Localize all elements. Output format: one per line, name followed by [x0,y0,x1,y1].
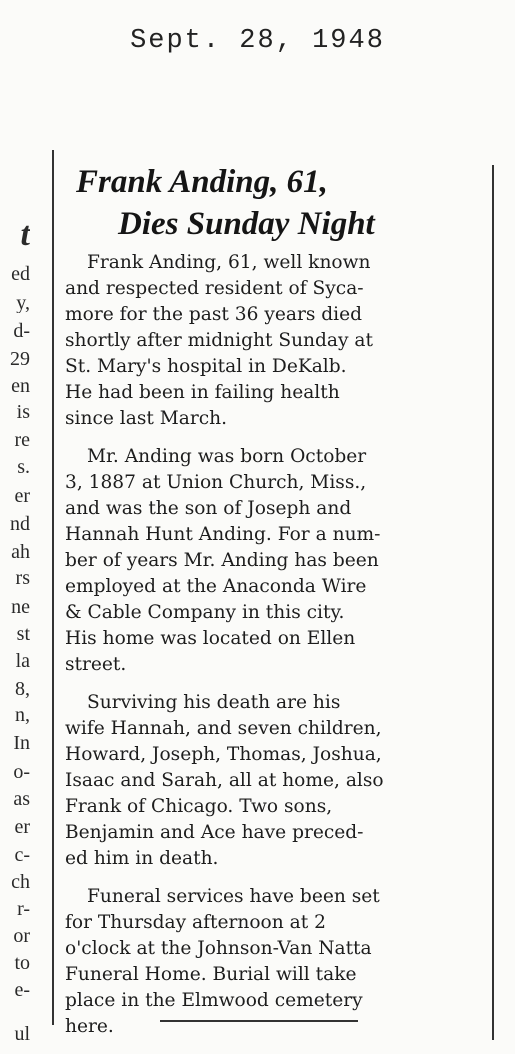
article-body [65,250,473,1052]
article-line: & Cable Company in this city. [65,602,345,623]
adjacent-column-fragment-text: d- [13,321,30,341]
adjacent-column-fragment-text: en [11,376,30,396]
adjacent-column-fragment-text: ne [11,597,30,617]
article-line: here. [65,1016,114,1037]
article-line: more for the past 36 years died [65,304,363,325]
article-paragraph [65,690,473,872]
article-line: ber of years Mr. Anding has been [65,550,379,571]
adjacent-column-fragment-text: s. [17,457,30,477]
article-line: Surviving his death are his [87,692,341,713]
article-line: and was the son of Joseph and [65,498,352,519]
left-column-rule [52,150,54,1025]
adjacent-column-fragment-text: 8, [15,679,30,699]
article-line: Hannah Hunt Anding. For a num- [65,524,381,545]
adjacent-column-fragment-text: ul [14,1024,30,1044]
article-paragraph [65,884,473,1040]
article-line: Frank Anding, 61, well known [87,252,371,273]
article-line: and respected resident of Syca- [65,278,364,299]
article-line: His home was located on Ellen [65,628,356,649]
article-line: shortly after midnight Sunday at [65,330,373,351]
adjacent-column-fragment-text: In [13,733,30,753]
article-paragraph [65,250,473,432]
article-line: for Thursday afternoon at 2 [65,912,326,933]
article-paragraph [65,444,473,678]
adjacent-column-fragment-text: e- [14,980,30,1000]
headline-line-1: Frank Anding, 61, [76,164,328,200]
article-line: He had been in failing health [65,382,340,403]
article-line: St. Mary's hospital in DeKalb. [65,356,347,377]
article-line: Benjamin and Ace have preced- [65,822,364,843]
article-line: Funeral Home. Burial will take [65,964,357,985]
article-line: place in the Elmwood cemetery [65,990,363,1011]
article-line: Mr. Anding was born October [87,446,367,467]
adjacent-column-fragment-text: is [16,402,30,422]
adjacent-column-fragment-text: r- [17,899,30,919]
adjacent-column-fragment-text: st [16,624,30,644]
adjacent-column-fragment [0,150,30,1054]
adjacent-column-fragment-text: y, [16,293,30,313]
adjacent-column-fragment-text: rs [15,568,30,588]
article-line: employed at the Anaconda Wire [65,576,367,597]
clipping-date: Sept. 28, 1948 [130,26,385,56]
adjacent-column-fragment-text: ed [11,264,30,284]
adjacent-column-fragment-text: er [14,486,30,506]
adjacent-column-fragment-text: to [14,953,30,973]
right-column-rule [492,165,494,1040]
adjacent-column-fragment-text: c- [14,845,30,865]
adjacent-column-fragment-text: as [13,789,30,809]
article-line: Funeral services have been set [87,886,380,907]
article-line: wife Hannah, and seven children, [65,718,382,739]
adjacent-column-fragment-text: la [15,651,30,671]
article-line: since last March. [65,408,228,429]
adjacent-column-fragment-text: re [14,430,30,450]
adjacent-column-fragment-text: ah [11,542,30,562]
end-rule [160,1020,358,1022]
article-line: ed him in death. [65,848,219,869]
adjacent-column-fragment-text: n, [15,705,30,725]
article-line: 3, 1887 at Union Church, Miss., [65,472,367,493]
adjacent-column-fragment-text: t [20,218,30,252]
adjacent-column-fragment-text: nd [10,514,30,534]
adjacent-column-fragment-text: or [13,926,30,946]
article-line: Frank of Chicago. Two sons, [65,796,333,817]
adjacent-column-fragment-text: ch [11,872,30,892]
adjacent-column-fragment-text: o- [13,762,30,782]
article-line: o'clock at the Johnson-Van Natta [65,938,372,959]
article-line: street. [65,654,127,675]
adjacent-column-fragment-text: er [14,817,30,837]
article-line: Howard, Joseph, Thomas, Joshua, [65,744,382,765]
headline-line-2: Dies Sunday Night [118,206,375,242]
article-line: Isaac and Sarah, all at home, also [65,770,384,791]
adjacent-column-fragment-text: 29 [10,349,30,369]
